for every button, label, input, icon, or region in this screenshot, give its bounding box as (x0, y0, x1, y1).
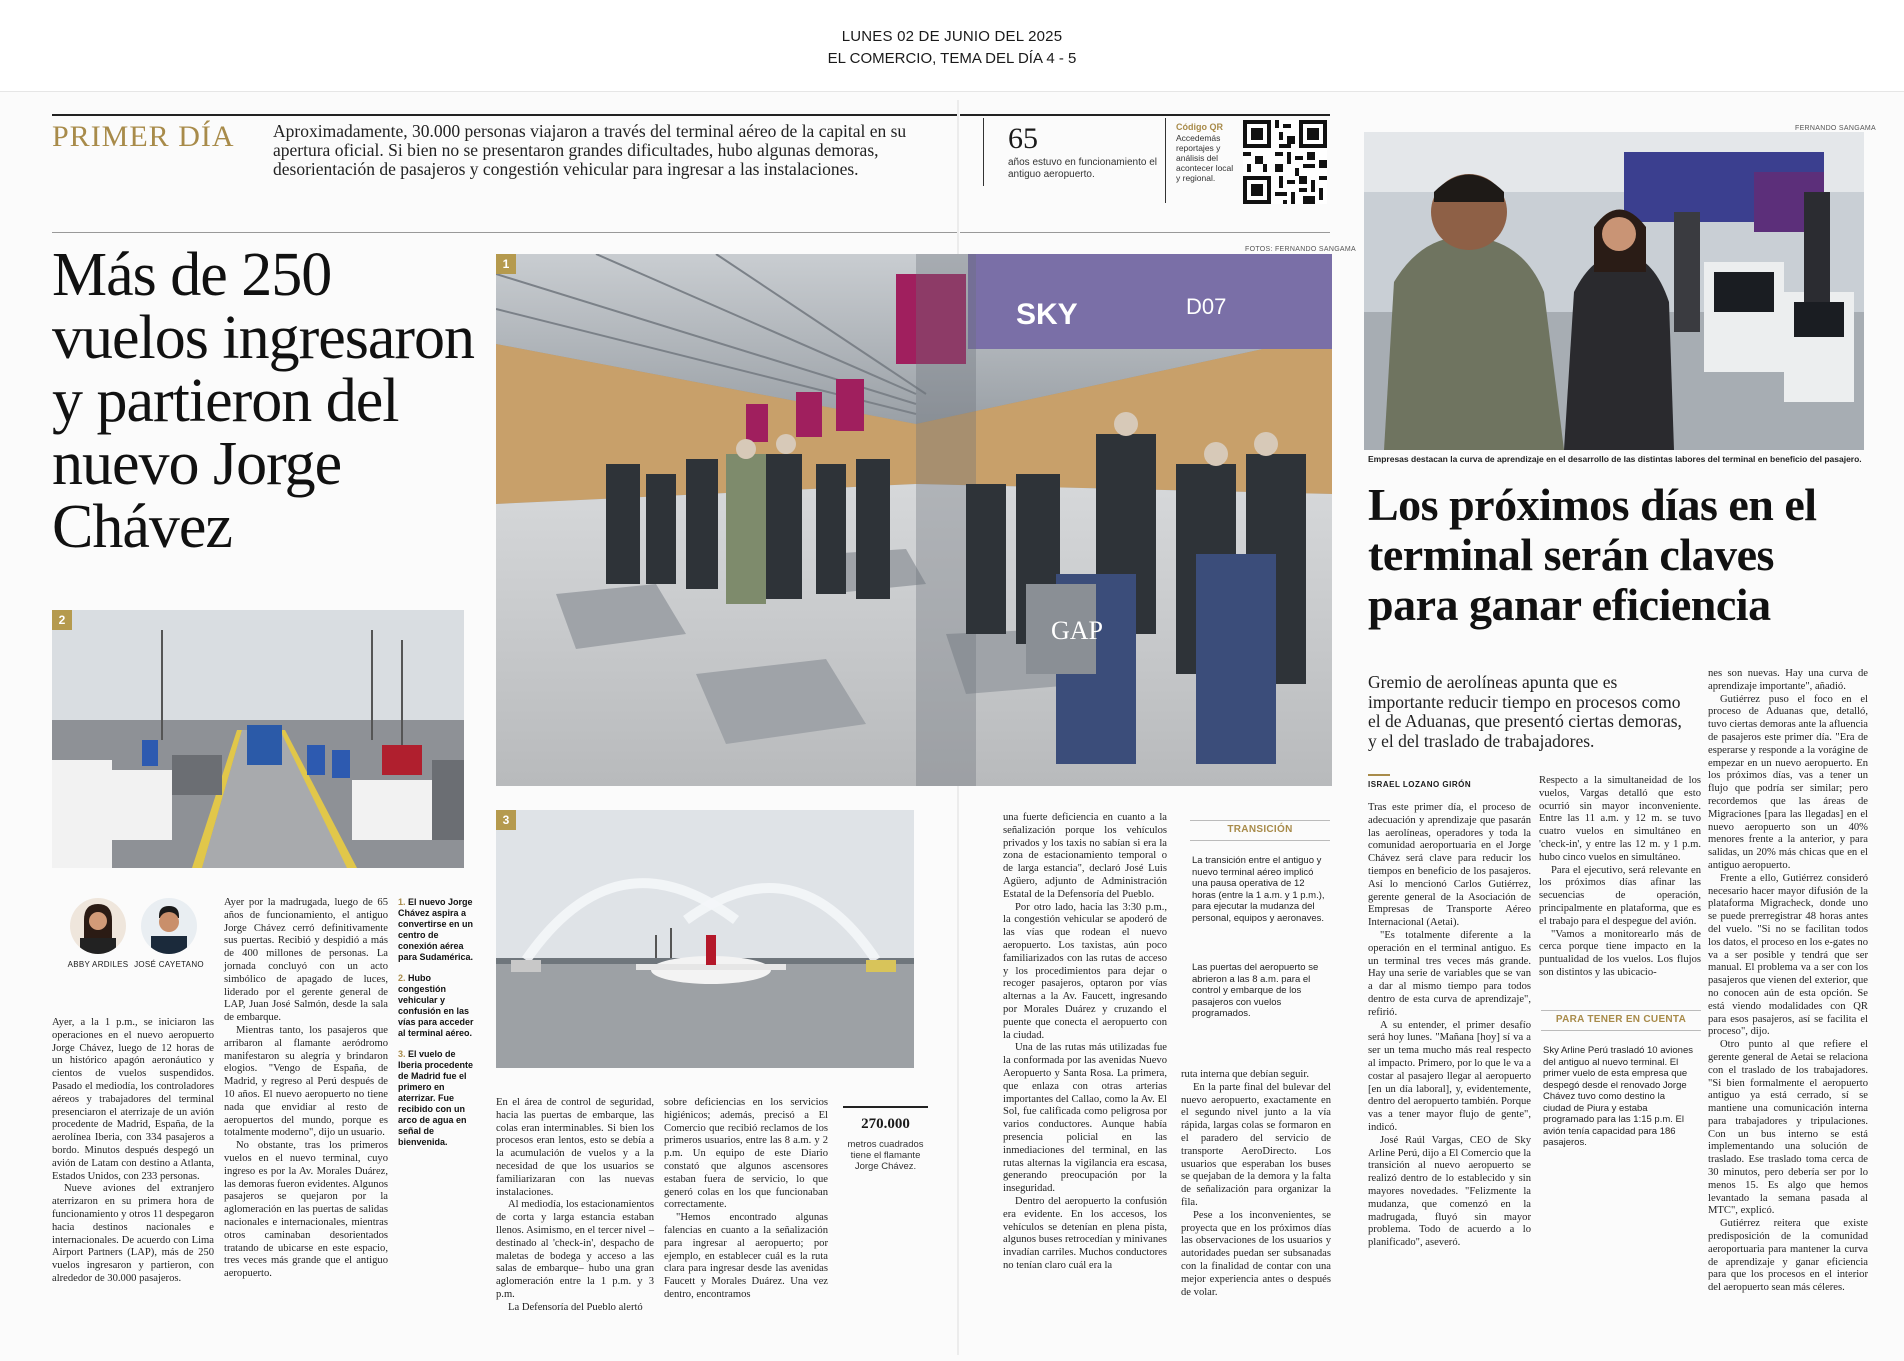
photo-credit-right: FERNANDO SANGAMA (1795, 125, 1877, 132)
paragraph: Dentro del aeropuerto la confusión era evidente. En los accesos, los vehículos se detenían en plena pista, algunos buses retrocedían y minivanes invadían carriles. Muchos conductores no tenían claro cuál era la (1003, 1195, 1167, 1271)
photo-check-in-hall (496, 254, 1332, 786)
fact-caption: años estuvo en funcionamiento el antiguo aeropuerto. (1008, 157, 1157, 180)
section-label: PRIMER DÍA (52, 120, 235, 153)
right-article-col-3 (1708, 668, 1868, 1295)
paragraph: José Raúl Vargas, CEO de Sky Arline Perú, dijo a El Comercio que la transición al nuevo aeropuerto se realizó dentro de lo establecido y sin mayores novedades. "Felizmente la mudanza, que comenzó en la madrugada, fluyó sin mayor problema. Todo de acuerdo a lo planificado", aseveró. (1368, 1134, 1531, 1249)
author-byline: ISRAEL LOZANO GIRÓN (1368, 780, 1472, 789)
transition-box-title: TRANSICIÓN (1227, 824, 1293, 835)
author-name-abby: ABBY ARDILES (67, 960, 129, 969)
left-article-col-4 (664, 1097, 828, 1302)
top-rule (52, 114, 957, 116)
edition-date: LUNES 02 DE JUNIO DEL 2025 (841, 28, 1063, 45)
right-article-col-1 (1368, 802, 1531, 1250)
stat-value: 270.000 (843, 1106, 928, 1133)
paragraph: Gutiérrez reitera que existe predisposición de la comunidad aeroportuaria para mantener la curva de aprendizaje y ganar eficiencia para que los procesos en el interior del aeropuerto sean más céleres. (1708, 1218, 1868, 1294)
paragraph: Tras este primer día, el proceso de adecuación y aprendizaje que pasarán las aerolíneas, operadores y toda la comunidad aeroportuaria en el Jorge Chávez será clave para reducir los tiempos en beneficio de los pasajeros. Así lo mencionó Carlos Gutiérrez, gerente general de la Asociación de Empresas de Transporte Aéreo Internacional (Aetai). (1368, 802, 1531, 929)
photo-access-road (52, 610, 464, 868)
qr-text: Accedemás reportajes y análisis del acontecer local y regional. (1176, 133, 1234, 183)
secondary-headline: Los próximos días en el terminal serán claves para ganar eficiencia (1368, 479, 1817, 630)
paragraph: En la parte final del bulevar del nuevo aeropuerto, exactamente en el segundo nivel junto a la vía rápida, largas colas se formaron en el paradero del servicio de transporte AeroDirecto. Los usuarios que esperaban los buses se quejaban de la demora y la falta de señalización para organizar la fila. (1181, 1081, 1331, 1208)
author-name-jose: JOSÉ CAYETANO (134, 960, 204, 969)
qr-title: Código QR (1176, 122, 1223, 132)
fact-divider (983, 118, 984, 186)
svg-text:D07: D07 (1186, 294, 1227, 319)
paragraph: Respecto a la simultaneidad de los vuelos, Vargas detalló que esto ocurrió sin mayor inconveniente. Entre las 11 a.m. y 12 m. se tuvo cuatro vuelos en simultáneo en 'check-in', y entre las 12 m. y 1 p.m. hubo cinco vuelos en simultáneo. (1539, 775, 1701, 863)
note-box-rule (1541, 1030, 1701, 1031)
paragraph: La Defensoría del Pueblo alertó (508, 1301, 643, 1313)
top-rule-2 (960, 114, 1330, 116)
paragraph: Por otro lado, hacia las 3:30 p.m., la congestión vehicular se apoderó de las vías que rodean el nuevo aeropuerto. Los taxistas, aún poco familiarizados con las rutas de acceso y los procedimientos para dejar o recoger pasajeros, optaron por vías alternas a la Av. Faucett, ingresando por Morales Duárez y cruzando el puente que conecta el aeropuerto con la ciudad. (1003, 901, 1167, 1041)
stat-box (843, 1106, 928, 1172)
qr-code-icon[interactable] (1243, 120, 1327, 204)
paragraph: "Hemos encontrado algunas falencias en cuanto a la señalización para ingresar al aeropuerto; por ejemplo, en establecer cuál es la ruta clara para ingresar desde las avenidas Faucett y Morales Duárez. Una vez dentro, encontramos (664, 1212, 828, 1300)
article-dek: Gremio de aerolíneas apunta que es importante reducir tiempo en procesos como el de Aduanas, que presentó ciertas demoras, y el del traslado de trabajadores. (1368, 672, 1682, 751)
photo-key-item: 2. Hubo congestión vehicular y confusión en las vías para acceder al terminal aéreo. (398, 973, 474, 1038)
fact-value: 65 (1008, 122, 1038, 155)
left-article-col-1 (52, 1017, 214, 1286)
paragraph: Otro punto al que refiere el gerente general de Aetai se relaciona con el traslado de los trabajadores. "Si bien formalmente el aeropuerto antiguo ya está cerrado, sí se mantiene una comunicación interna para trabajadores y tripulaciones. Con un bus interno se está implementando una solución de traslado. Ese traslado toma cerca de 30 minutos, pero debería ser por lo menos 15. Es algo que hemos levantado la semana pasada al MTC", explicó. (1708, 1039, 1868, 1217)
paragraph: ruta interna que debían seguir. (1181, 1069, 1309, 1080)
paragraph: Frente a ello, Gutiérrez consideró necesario hacer mayor difusión de la plataforma Migracheck, donde uno se puede prerregistrar 48 horas antes del vuelo. "Si no se facilitan todos los datos, el proceso en los e-gates no va a ser posible y tendrá que ser manual. El problema va a ser con los pasajeros que vienen del exterior, que no conocen aún de esta opción. Se está viendo modalidades con QR para esos pasajeros, así se facilita el proceso", dijo. (1708, 872, 1868, 1038)
paragraph: Una de las rutas más utilizadas fue la conformada por las avenidas Nuevo Aeropuerto y Santa Rosa. La primera, que enlaza con otras arterias importantes del Callao, como la Av. El Sol, fue calificada como peligrosa por varios conductores. Aunque había presencia policial en las inmediaciones del terminal, en las rutas alternas la vigilancia era escasa, generando preocupación por la inseguridad. (1003, 1042, 1167, 1195)
left-article-col-2 (224, 897, 388, 1281)
paragraph: A su entender, el primer desafío será hoy lunes. "Mañana [hoy] sí va a ser un tema mucho más real respecto al impacto. Primero, por lo que le va a costar al pasajero llegar al aeropuerto [en un día laboral], y, evidentemente, dentro del aeropuerto también. Porque vas a tener mayor flujo de gente", indicó. (1368, 1019, 1531, 1133)
paragraph: Ayer, a la 1 p.m., se iniciaron las operaciones en el nuevo aeropuerto Jorge Chávez, luego de 12 horas de un histórico apagón aeronáutico y cientos de vuelos suspendidos. Pasado el mediodía, los controladores aéreos y trabajadores del terminal presenciaron el aterrizaje de un avión procedente de Madrid, España, de la aerolínea Iberia, con 334 pasajeros a bordo. Minutos después despegó un avión de Latam con destino a Atlanta, Estados Unidos, con 233 personas. (52, 1017, 214, 1182)
transition-item: La transición entre el antiguo y nuevo terminal aéreo implicó una pausa operativa de 12 horas (entre la 1 a.m. y 1 p.m.), para ejecutar la mudanza del personal, equipos y aeronaves. (1192, 855, 1325, 924)
author-rule (1368, 774, 1390, 776)
transition-box-rule (1190, 840, 1330, 841)
photo-number-2: 2 (52, 610, 72, 630)
publication-name: EL COMERCIO, TEMA DEL DÍA 4 - 5 (827, 50, 1077, 67)
photo-key-item: 3. El vuelo de Iberia procedente de Madrid fue el primero en aterrizar. Fue recibido con un arco de agua en señal de bienvenida. (398, 1049, 474, 1147)
paragraph: En el área de control de seguridad, hacia las puertas de embarque, las colas eran interminables. Si bien los procesos eran lentos, esto se debía a la acumulación de vuelos y a la necesidad de que los usuarios se familiarizaran con las nuevas instalaciones. (496, 1097, 654, 1198)
paragraph: Al mediodía, los estacionamientos de corta y larga estancia estaban llenos. Asimismo, en el tercer nivel –destinado al 'check-in', despacho de maletas de bodega y acceso a las salas de embarque– hubo una gran aglomeración entre la 1 p.m. y 3 p.m. (496, 1199, 654, 1300)
note-box-title: PARA TENER EN CUENTA (1555, 1014, 1687, 1025)
photo-water-salute (496, 810, 914, 1068)
photo-caption: Empresas destacan la curva de aprendizaje en el desarrollo de las distintas labores del terminal en beneficio del pasajero. (1368, 454, 1862, 464)
stat-caption: metros cuadrados tiene el flamante Jorge Chávez. (847, 1139, 924, 1172)
paragraph: una fuerte deficiencia en cuanto a la señalización porque los vehículos privados y los taxis no sabían si era la zona de estacionamiento temporal o de larga estancia", declaró José Luis Agüero, adjunto de Administración Estatal de la Defensoría del Pueblo. (1003, 812, 1167, 900)
transition-item: Las puertas del aeropuerto se abrieron a las 8 a.m. para el control y embarque de los pasajeros con vuelos programados. (1192, 962, 1319, 1019)
note-box-text: Sky Arline Perú trasladó 10 aviones del antiguo al nuevo terminal. El primer vuelo de esta empresa que despegó desde el renovado Jorge Chávez tuvo como destino la ciudad de Piura y estaba programado para las 1:15 p.m. El avión tenía capacidad para 186 pasajeros. (1543, 1045, 1693, 1148)
main-headline: Más de 250 vuelos ingresaron y partieron del nuevo Jorge Chávez (52, 241, 475, 561)
paragraph: sobre deficiencias en los servicios higiénicos; además, precisó a El Comercio que recibió reclamos de los primeros usuarios, entre las 8 a.m. y 2 p.m. Un equipo de este Diario constató que algunos ascensores estaban fuera de servicio, lo que generó colas en los que funcionaban correctamente. (664, 1097, 828, 1211)
paragraph: Gutiérrez puso el foco en el proceso de Aduanas que, detalló, tuvo ciertas demoras ante la afluencia de pasajeros este primer día. "Era de esperarse y responde a la vorágine de empezar en un nuevo aeropuerto. En los próximos días, vas a tener un flujo que podría ser similar; pero recordemos que las áreas de Migraciones [para las llegadas] en el nuevo aeropuerto son un 40% menores frente a la anterior, y para salidas, un 20% más chicas que en el antiguo aeropuerto. (1708, 693, 1868, 871)
paragraph: nes son nuevas. Hay una curva de aprendizaje importante", añadió. (1708, 668, 1868, 692)
paragraph: "Es totalmente diferente a la operación en el terminal antiguo. Es un terminal tres veces más grande. Hay una serie de variables que se van a dar al mismo tiempo para todos dentro de esta curva de aprendizaje", refirió. (1368, 929, 1531, 1018)
photo-key-list (398, 897, 480, 1158)
right-article-col-2 (1539, 775, 1701, 980)
transition-box-rule (1190, 820, 1330, 821)
photo-number-1: 1 (496, 254, 516, 274)
left-article-col-5 (1003, 812, 1167, 1273)
paragraph: Pese a los inconvenientes, se proyecta que en los próximos días las observaciones de los usuarios y autoridades puedan ser subsanadas con la finalidad de contar con una mejor experiencia antes o después de volar. (1181, 1209, 1331, 1298)
page-header (0, 0, 1904, 92)
note-box-rule (1541, 1010, 1701, 1011)
intro-summary: Aproximadamente, 30.000 personas viajaron a través del terminal aéreo de la capital en su apertura oficial. Si bien no se presentaron grandes dificultades, hubo algunas demoras, desorientación de pasajeros y congestión vehicular para ingresar a las instalaciones. (273, 121, 907, 179)
header-bottom-rule (52, 232, 957, 233)
paragraph: Nueve aviones del extranjero aterrizaron en su primera hora de funcionamiento y otros 11 despegaron hacia destinos nacionales e internacionales. De acuerdo con Lima Airport Partners (LAP), más de 250 vuelos ingresaron y partieron, con alrededor de 30.000 pasajeros. (52, 1183, 215, 1284)
author-avatar-jose (141, 898, 197, 954)
paragraph: Ayer por la madrugada, luego de 65 años de funcionamiento, el antiguo Jorge Chávez cerró definitivamente sus puertas. Recibió y despidió a más de 400 millones de personas. La jornada concluyó con un acto simbólico de apagado de luces, liderado por el gerente general de LAP, Juan José Salmón, desde la sala de embarque. (224, 897, 388, 1024)
header-bottom-rule-2 (960, 232, 1330, 233)
left-article-col-6 (1181, 1069, 1331, 1299)
paragraph: Para el ejecutivo, será relevante en los próximos días afinar las secuencias de operación, principalmente en plataforma, que es el trabajo para el despegue del avión. (1539, 864, 1701, 927)
photo-number-3: 3 (496, 810, 516, 830)
svg-text:GAP: GAP (1051, 616, 1104, 645)
paragraph: No obstante, tras los primeros vuelos en el nuevo terminal, cuyo ingreso es por la Av. Morales Duárez, las demoras fueron evidentes. Algunos pasajeros se quejaron por la aglomeración en las puertas de salidas nacionales e internacionales, mientras otros caminaban desorientados tratando de ubicarse en este espacio, tres veces más grande que el antiguo aeropuerto. (224, 1140, 388, 1280)
paragraph: Mientras tanto, los pasajeros que arribaron al flamante aeródromo manifestaron su alegría y brindaron elogios. "Vengo de España, de Madrid, y regreso al Perú después de 10 años. El nuevo aeropuerto no tiene nada que envidiar al resto de aeropuertos del mundo, porque es totalmente moderno", dijo un usuario. (224, 1024, 388, 1139)
author-avatar-abby (70, 898, 126, 954)
photo-self-service-kiosk (1364, 132, 1864, 450)
svg-text:SKY: SKY (1016, 298, 1078, 331)
left-article-col-3 (496, 1097, 654, 1315)
photo-key-item: 1. El nuevo Jorge Chávez aspira a convertirse en un centro de conexión aérea para Sudamérica. (398, 897, 474, 962)
photo-credit: FOTOS: FERNANDO SANGAMA (1245, 246, 1357, 253)
qr-divider (1165, 118, 1166, 203)
paragraph: "Vamos a monitorearlo más de cerca porque tiene impacto en la puntualidad de los vuelos. Los flujos son distintos y las ubicacio- (1539, 928, 1701, 978)
